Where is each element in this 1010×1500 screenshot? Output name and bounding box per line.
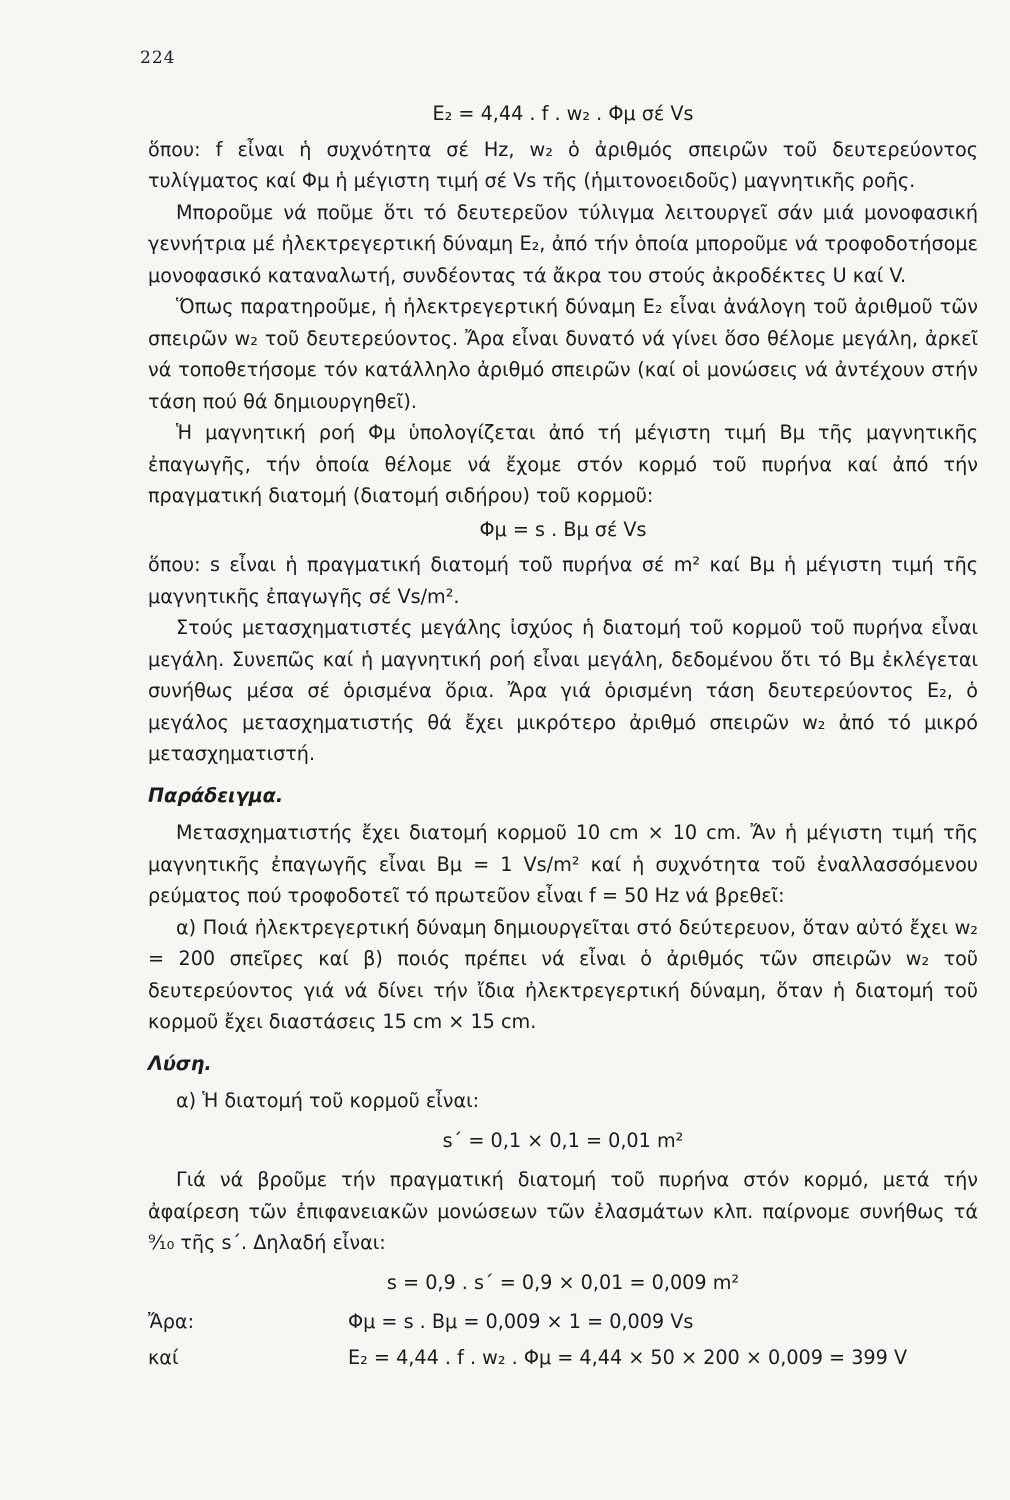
- calc-line-phi: [148, 1306, 978, 1338]
- formula-phi: Φμ = s . Bμ = 0,009 × 1 = 0,009 Vs: [348, 1310, 694, 1333]
- page-body: [148, 96, 978, 1377]
- paragraph-large-transformers: Στούς μετασχηματιστές μεγάλης ἰσχύος ἡ διατομή τοῦ κορμοῦ τοῦ πυρήνα εἶναι μεγάλη. Συνεπῶς καί ἡ μαγνητική ροή εἶναι μεγάλη, δεδομένου ὅτι τό Bμ ἐκλέγεται συνήθως μέσα σέ ὁρισμένα ὅρια. Ἄρα γιά ὁρισμένη τάση δευτερεύοντος E₂, ὁ μεγάλος μετασχηματιστής θά ἔχει μικρότερο ἀριθμό σπειρῶν w₂ ἀπό τό μικρό μετασχηματιστή.: [148, 616, 978, 765]
- paragraph-real-section: Γιά νά βροῦμε τήν πραγματική διατομή τοῦ πυρήνα στόν κορμό, μετά τήν ἀφαίρεση τῶν ἐπιφανειακῶν μονώσεων τῶν ἐλασμάτων κλπ. παίρνομε συνήθως τά ⁹⁄₁₀ τῆς s΄. Δηλαδή εἶναι:: [148, 1168, 978, 1254]
- label-kai: καί: [148, 1345, 179, 1369]
- paragraph-solution-a: α) Ἡ διατομή τοῦ κορμοῦ εἶναι:: [176, 1089, 480, 1112]
- paragraph-definitions: ὅπου: f εἶναι ἡ συχνότητα σέ Hz, w₂ ὁ ἀριθμός σπειρῶν τοῦ δευτερεύοντος τυλίγματος καί Φμ ἡ μέγιστη τιμή σέ Vs τῆς (ἡμιτονοειδοῦς) μαγνητικῆς ροῆς.: [148, 137, 978, 192]
- paragraph-example-questions: α) Ποιά ἠλεκτρεγερτική δύναμη δημιουργεῖται στό δεύτερευον, ὅταν αὐτό ἔχει w₂ = 200 σπεῖρες καί β) ποιός πρέπει νά εἶναι ὁ ἀριθμός τῶν σπειρῶν w₂ τοῦ δευτερεύοντος γιά νά δίνει τήν ἴδια ἠλεκτρεγερτική δύναμη, ὅταν ἡ διατομή τοῦ κορμοῦ ἔχει διαστάσεις 15 cm × 15 cm.: [148, 915, 978, 1033]
- label-ara: Ἄρα:: [148, 1310, 195, 1333]
- paragraph-flux: Ἡ μαγνητική ροή Φμ ὑπολογίζεται ἀπό τή μέγιστη τιμή Bμ τῆς μαγνητικῆς ἐπαγωγῆς, τήν ὁποία θέλομε νά ἔχομε στόν κορμό τοῦ πυρήνα καί ἀπό τήν πραγματική διατομή (διατομή σιδήρου) τοῦ κορμοῦ:: [148, 421, 978, 507]
- page-number: 224: [140, 48, 176, 68]
- paragraph-example-statement: Μετασχηματιστής ἔχει διατομή κορμοῦ 10 cm × 10 cm. Ἄν ἡ μέγιστη τιμή τῆς μαγνητικῆς ἐπαγωγῆς εἶναι Bμ = 1 Vs/m² καί ἡ συχνότητα τοῦ ἐναλλασσόμενου ρεύματος πού τροφοδοτεῖ τό πρωτεῦον εἶναι f = 50 Hz νά βρεθεῖ:: [148, 821, 978, 907]
- formula-s: s = 0,9 . s΄ = 0,9 × 0,01 = 0,009 m²: [386, 1270, 740, 1294]
- heading-example: Παράδειγμα.: [148, 783, 284, 807]
- formula-emf: E₂ = 4,44 . f . w₂ . Φμ σέ Vs: [432, 102, 694, 125]
- calc-line-e2: [148, 1342, 978, 1374]
- paragraph-generator: Μποροῦμε νά ποῦμε ὅτι τό δευτερεῦον τύλιγμα λειτουργεῖ σάν μιά μονοφασική γεννήτρια μέ ἠλεκτρεγερτική δύναμη E₂, ἀπό τήν ὁποία μποροῦμε νά τροφοδοτήσομε μονοφασικό καταναλωτή, συνδέοντας τά ἄκρα του στούς ἀκροδέκτες U καί V.: [148, 200, 978, 287]
- formula-e2: E₂ = 4,44 . f . w₂ . Φμ = 4,44 × 50 × 200 × 0,009 = 399 V: [348, 1345, 908, 1369]
- paragraph-flux-definitions: ὅπου: s εἶναι ἡ πραγματική διατομή τοῦ πυρήνα σέ m² καί Bμ ἡ μέγιστη τιμή τῆς μαγνητικῆς ἐπαγωγῆς σέ Vs/m².: [148, 553, 978, 608]
- formula-area: s΄ = 0,1 × 0,1 = 0,01 m²: [442, 1128, 684, 1152]
- heading-solution: Λύση.: [148, 1051, 212, 1075]
- paragraph-proportional: Ὅπως παρατηροῦμε, ἡ ἠλεκτρεγερτική δύναμη E₂ εἶναι ἀνάλογη τοῦ ἀριθμοῦ τῶν σπειρῶν w₂ τοῦ δευτερεύοντος. Ἄρα εἶναι δυνατό νά γίνει ὅσο θέλομε μεγάλη, ἀρκεῖ νά τοποθετήσομε τόν κατάλληλο ἀριθμό σπειρῶν (καί οἱ μονώσεις νά ἀντέχουν στήν τάση πού θά δημιουργηθεῖ).: [148, 295, 978, 413]
- formula-flux: Φμ = s . Bμ σέ Vs: [479, 517, 647, 541]
